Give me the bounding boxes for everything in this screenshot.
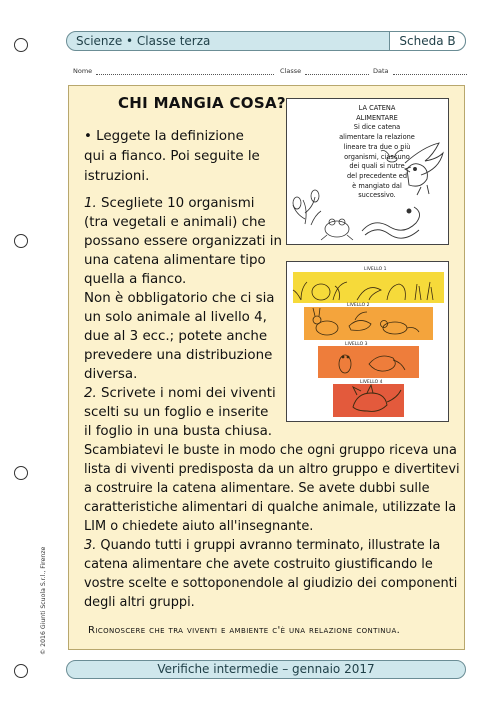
definition-text bbox=[333, 104, 421, 201]
footer-bar: Verifiche intermedie – gennaio 2017 bbox=[66, 660, 466, 679]
definition-title: LA CATENA bbox=[358, 104, 396, 112]
class-field[interactable] bbox=[305, 68, 369, 75]
plant-icon bbox=[293, 190, 321, 225]
level-4-label: LIVELLO 4 bbox=[360, 380, 383, 385]
definition-line: successivo. bbox=[358, 191, 396, 200]
step1-line: due al 3 ecc.; potete anche bbox=[84, 329, 268, 344]
step2-line: lista di viventi predisposta da un altro gruppo e divertitevi bbox=[84, 462, 460, 477]
step3-line: catena alimentare che avete costruito giustificando le bbox=[84, 557, 433, 572]
name-label: Nome bbox=[73, 67, 93, 75]
copyright-notice: © 2016 Giunti Scuola S.r.l., Firenze bbox=[40, 546, 47, 655]
subject-title: Scienze • Classe terza bbox=[76, 34, 211, 48]
binder-hole bbox=[14, 664, 28, 678]
step2-line: caratteristiche alimentari di qualche animale, utilizzate la bbox=[84, 500, 457, 515]
step1-line: quella a fianco. bbox=[84, 272, 187, 287]
step3-number: 3. bbox=[84, 538, 97, 553]
step2-line: a costruire la catena alimentare. Se avete dubbi sulle bbox=[84, 481, 430, 496]
step2-first: Scrivete i nomi dei viventi bbox=[101, 386, 276, 401]
snake-icon bbox=[362, 207, 420, 238]
step3-line: vostre scelte e sottoponendole al giudizio dei componenti bbox=[84, 576, 458, 591]
definition-line: Si dice catena bbox=[353, 123, 401, 132]
class-label: Classe bbox=[280, 67, 302, 75]
step1-line: (tra vegetali e animali) che bbox=[84, 215, 266, 230]
definition-line: del precedente ed bbox=[346, 171, 408, 180]
definition-line: è mangiato dal bbox=[352, 181, 402, 190]
learning-goal: Riconoscere che tra viventi e ambiente c'è una relazione continua. bbox=[88, 625, 401, 636]
step1-number: 1. bbox=[84, 196, 97, 211]
level-1-label: LIVELLO 1 bbox=[364, 267, 387, 272]
step2-line: LIM o chiedete aiuto all'insegnante. bbox=[84, 519, 314, 534]
plant-icon bbox=[293, 282, 433, 300]
binder-hole bbox=[14, 38, 28, 52]
predator-icon bbox=[339, 355, 405, 373]
step1-line: Non è obbligatorio che ci sia bbox=[84, 291, 275, 306]
binder-hole bbox=[14, 466, 28, 480]
date-label: Data bbox=[373, 67, 389, 75]
top-predator-icon bbox=[353, 385, 401, 411]
name-field[interactable] bbox=[96, 68, 274, 75]
definition-line: alimentare la relazione bbox=[339, 133, 415, 142]
levels-illustration bbox=[287, 262, 450, 423]
step1-line: prevedere una distribuzione bbox=[84, 348, 273, 363]
step1-line: una catena alimentare tipo bbox=[84, 253, 266, 268]
step1-line: possano essere organizzati in bbox=[84, 234, 282, 249]
herbivore-icon bbox=[313, 308, 419, 335]
step2-line bbox=[84, 385, 276, 403]
step3-line: degli altri gruppi. bbox=[84, 595, 195, 610]
step1-line: diversa. bbox=[84, 367, 138, 382]
intro-line: qui a fianco. Poi seguite le bbox=[84, 149, 260, 164]
step2-line: Scambiatevi le buste in modo che ogni gruppo riceva una bbox=[84, 443, 457, 458]
exercise-title: CHI MANGIA COSA? bbox=[118, 94, 286, 112]
intro-line: • Leggete la definizione bbox=[84, 129, 244, 144]
step1-first: Scegliete 10 organismi bbox=[101, 196, 255, 211]
step2-line: scelti su un foglio e inserite bbox=[84, 405, 269, 420]
definition-line: dei quali si nutre bbox=[349, 162, 405, 171]
step3-first: Quando tutti i gruppi avranno terminato, illustrate la bbox=[100, 538, 441, 553]
binder-hole bbox=[14, 234, 28, 248]
step2-line: il foglio in una busta chiusa. bbox=[84, 424, 273, 439]
header-bar bbox=[66, 31, 466, 51]
level-2-label: LIVELLO 2 bbox=[347, 303, 370, 308]
step1-line: un solo animale al livello 4, bbox=[84, 310, 267, 325]
frog-icon bbox=[321, 219, 353, 240]
step3-line bbox=[84, 537, 440, 555]
level-3-label: LIVELLO 3 bbox=[345, 342, 368, 347]
worksheet-tag: Scheda B bbox=[389, 31, 466, 51]
date-field[interactable] bbox=[393, 68, 467, 75]
intro-line: istruzioni. bbox=[84, 169, 150, 184]
step2-number: 2. bbox=[84, 386, 97, 401]
definition-line: lineare tra due o più bbox=[343, 142, 411, 151]
definition-line: organismi, ciascuno bbox=[344, 152, 410, 161]
levels-pyramid-box bbox=[286, 261, 449, 422]
definition-title: ALIMENTARE bbox=[356, 113, 398, 122]
step1-line bbox=[84, 195, 254, 213]
